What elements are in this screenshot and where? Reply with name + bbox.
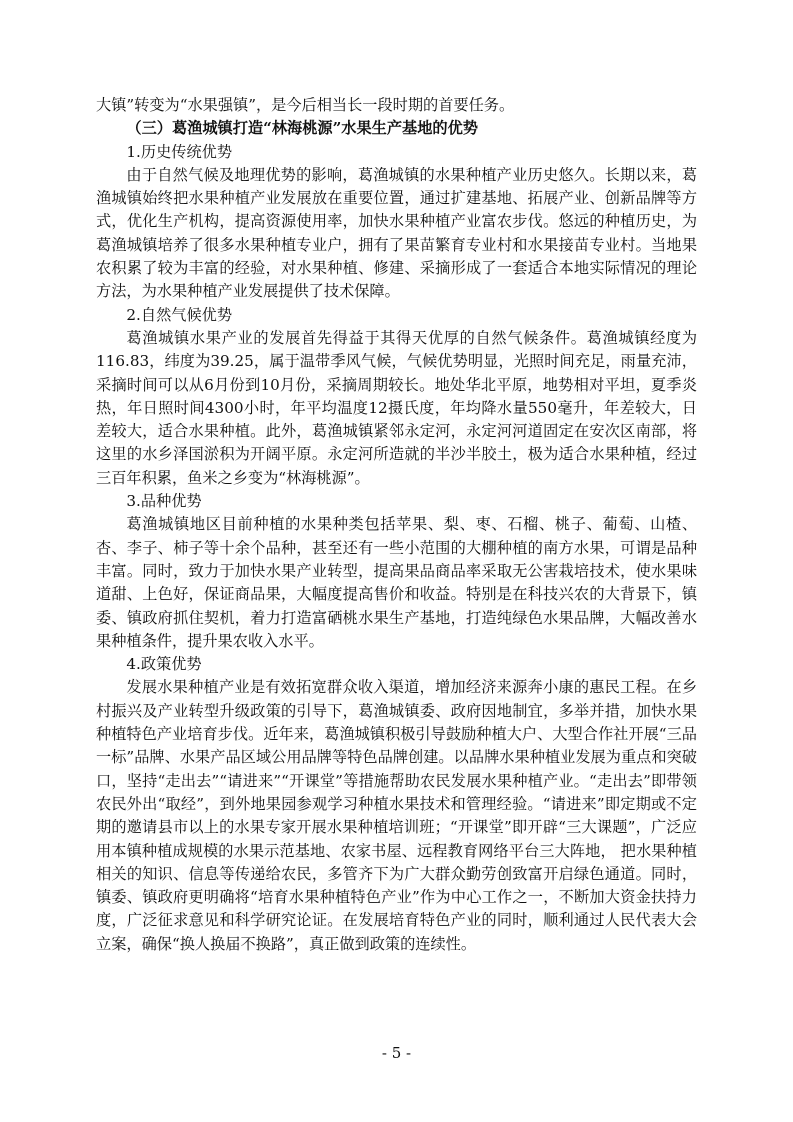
paragraph-policy: 发展水果种植产业是有效拓宽群众收入渠道，增加经济来源奔小康的惠民工程。在乡村振兴及产业转型升级政策的引导下，葛渔城镇委、政府因地制宜，多举并措，加快水果种植特色产业培育步伐。近年来，葛渔城镇积极引导鼓励种植大户、大型合作社开展“三品一标”品牌、水果产品区域公用品牌等特色品牌创建。以品牌水果种植业发展为重点和突破口，坚持“走出去”“请进来”“开课堂”等措施帮助农民发展水果种植产业。“走出去”即带领农民外出“取经”，到外地果园参观学习种植水果技术和管理经验。“请进来”即定期或不定期的邀请县市以上的水果专家开展水果种植培训班；“开课堂”即开辟“三大课题”，广泛应用本镇种植成规模的水果示范基地、农家书屋、远程教育网络平台三大阵地， 把水果种植相关的知识、信息等传递给农民，多管齐下为广大群众勤劳创致富开启绿色通道。同时，镇委、镇政府更明确将“培育水果种植特色产业”作为中心工作之一，不断加大资金扶持力度，广泛征求意见和科学研究论证。在发展培育特色产业的同时，顺利通过人民代表大会立案，确保“换人换届不换路”，真正做到政策的连续性。 [96, 678, 697, 953]
document-body [96, 94, 697, 956]
subheading-policy: 4.政策优势 [126, 655, 202, 674]
paragraph-variety: 葛渔城镇地区目前种植的水果种类包括苹果、梨、枣、石榴、桃子、葡萄、山楂、杏、李子、柿子等十余个品种，甚至还有一些小范围的大棚种植的南方水果，可谓是品种丰富。同时，致力于加快水果产业转型，提高果品商品率采取无公害栽培技术，使水果味道甜、上色好，保证商品果，大幅度提高售价和收益。特别是在科技兴农的大背景下，镇委、镇政府抓住契机，着力打造富硒桃水果生产基地，打造纯绿色水果品牌，大幅改善水果种植条件，提升果农收入水平。 [96, 515, 697, 650]
subheading-history: 1.历史传统优势 [126, 142, 233, 161]
subheading-variety: 3.品种优势 [126, 492, 202, 511]
continuation-paragraph: 大镇”转变为“水果强镇”，是今后相当长一段时期的首要任务。 [96, 96, 515, 114]
page-number: - 5 - [381, 1044, 412, 1062]
paragraph-climate: 葛渔城镇水果产业的发展首先得益于其得天优厚的自然气候条件。葛渔城镇经度为116.83，纬度为39.25，属于温带季风气候，气候优势明显，光照时间充足，雨量充沛，采摘时间可以从6月份到10月份，采摘周期较长。地处华北平原，地势相对平坦，夏季炎热，年日照时间4300小时，年平均温度12摄氏度，年均降水量550毫升，年差较大，日差较大，适合水果种植。此外，葛渔城镇紧邻永定河，永定河河道固定在安次区南部，将这里的水乡泽国淤积为开阔平原。永定河所造就的半沙半胶土，极为适合水果种植，经过三百年积累，鱼米之乡变为“林海桃源”。 [96, 328, 697, 487]
paragraph-history: 由于自然气候及地理优势的影响，葛渔城镇的水果种植产业历史悠久。长期以来，葛渔城镇始终把水果种植产业发展放在重要位置，通过扩建基地、拓展产业、创新品牌等方式，优化生产机构，提高资源使用率，加快水果种植产业富农步伐。悠远的种植历史，为葛渔城镇培养了很多水果种植专业户，拥有了果苗繁育专业村和水果接苗专业村。当地果农积累了较为丰富的经验，对水果种植、修建、采摘形成了一套适合本地实际情况的理论方法，为水果种植产业发展提供了技术保障。 [96, 165, 697, 301]
section-heading: （三）葛渔城镇打造“林海桃源”水果生产基地的优势 [126, 119, 478, 138]
subheading-climate: 2.自然气候优势 [126, 305, 233, 324]
